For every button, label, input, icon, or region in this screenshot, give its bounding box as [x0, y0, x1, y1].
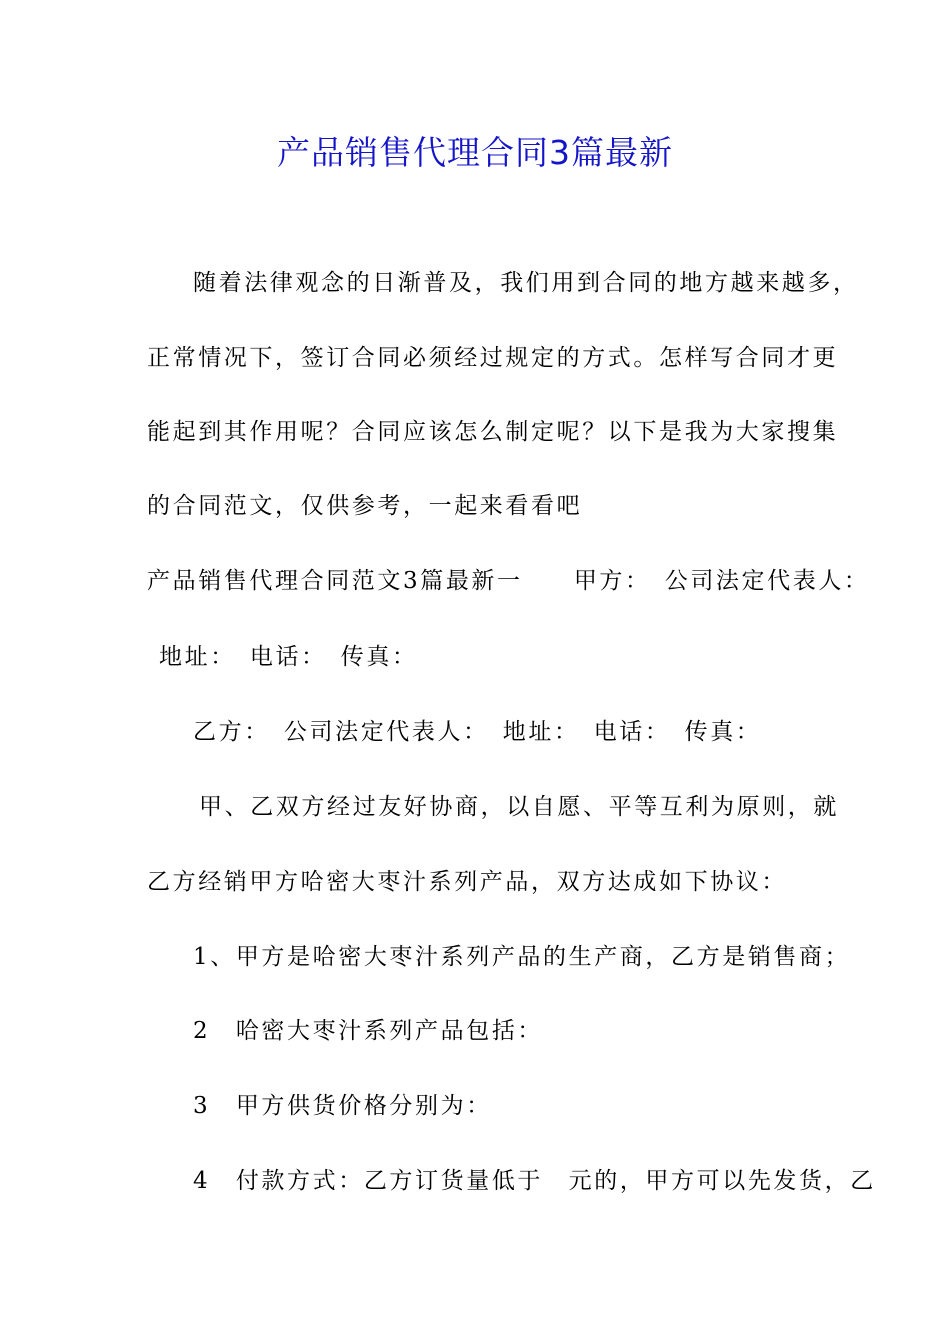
party-b-line: 乙方： 公司法定代表人： 地址： 电话： 传真：	[193, 719, 762, 745]
agreement-intro-line-1: 甲、乙双方经过友好协商，以自愿、平等互利为原则，就	[199, 794, 839, 820]
contract-heading-line: 产品销售代理合同范文3篇最新一 甲方： 公司法定代表人：	[147, 568, 870, 594]
clause-3: 3 甲方供货价格分别为：	[193, 1093, 492, 1119]
paragraph-line-1: 随着法律观念的日渐普及，我们用到合同的地方越来越多，	[193, 270, 859, 296]
clause-4: 4 付款方式：乙方订货量低于 元的，甲方可以先发货，乙	[193, 1168, 876, 1194]
clause-2: 2 哈密大枣汁系列产品包括：	[193, 1018, 544, 1044]
paragraph-line-4: 的合同范文，仅供参考，一起来看看吧	[147, 493, 583, 519]
paragraph-line-2: 正常情况下，签订合同必须经过规定的方式。怎样写合同才更	[147, 345, 839, 371]
party-a-contact-line: 地址： 电话： 传真：	[159, 644, 418, 670]
document-title: 产品销售代理合同3篇最新	[277, 133, 673, 172]
agreement-intro-line-2: 乙方经销甲方哈密大枣汁系列产品，双方达成如下协议：	[147, 869, 787, 895]
clause-1: 1、甲方是哈密大枣汁系列产品的生产商，乙方是销售商；	[193, 944, 851, 970]
paragraph-line-3: 能起到其作用呢？合同应该怎么制定呢？以下是我为大家搜集	[147, 419, 839, 445]
